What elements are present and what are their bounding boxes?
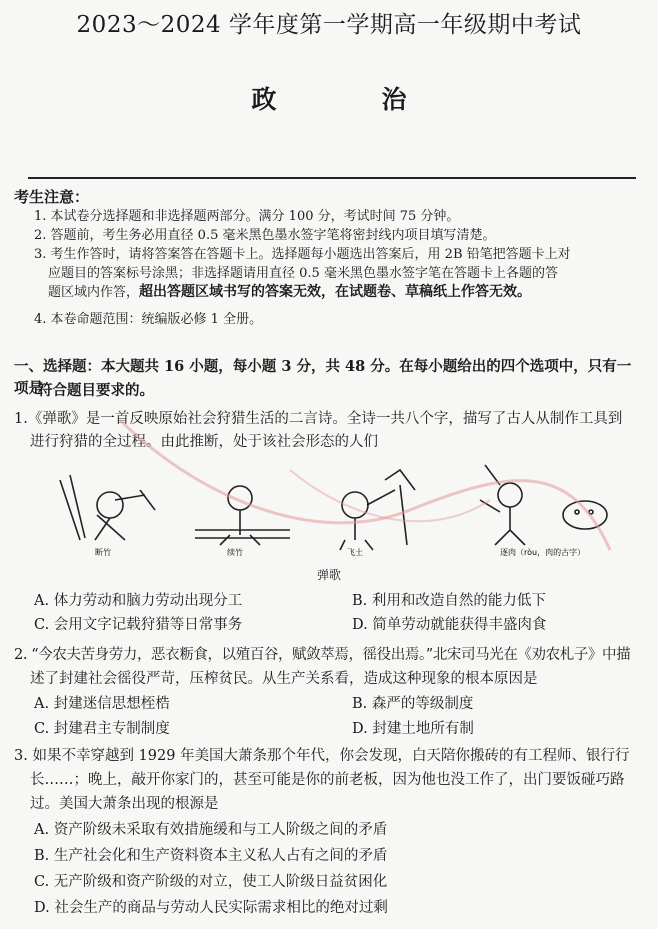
notice-item-3-last — [48, 283, 638, 302]
section-heading-line2: 符合题目要求的。 — [38, 382, 154, 399]
notice-emphasis: 超出答题区域书写的答案无效，在试题卷、草稿纸上作答无效。 — [139, 284, 532, 300]
q3-option-d: D. 社会生产的商品与劳动人民实际需求相比的绝对过剩 — [34, 900, 388, 916]
q1-option-d: D. 简单劳动就能获得丰盛肉食 — [352, 617, 547, 633]
notice-item-3: 3. 考生作答时，请将答案答在答题卡上。选择题每小题选出答案后，用 2B 铅笔把答题卡上对 — [34, 247, 571, 262]
notice-item-1: 1. 本试卷分选择题和非选择题两部分。满分 100 分，考试时间 75 分钟。 — [34, 209, 460, 224]
fig-label-3: 飞土 — [347, 548, 363, 557]
exam-subject: 政 治 — [251, 85, 447, 114]
q1-stem-line1: 1.《弹歌》是一首反映原始社会狩猎生活的二言诗。全诗一共八个字，描写了古人从制作工具到 — [14, 411, 623, 427]
q2-option-a: A. 封建迷信思想桎梏 — [34, 696, 170, 712]
q2-stem-line2: 述了封建社会徭役严苛，压榨贫民。从生产关系看，造成这种现象的根本原因是 — [30, 671, 538, 687]
fig-label-4: 逐肉（ròu，肉的古字） — [500, 548, 586, 557]
q3-stem-line3: 过。美国大萧条出现的根源是 — [30, 796, 219, 812]
q2-option-c: C. 封建君主专制制度 — [34, 721, 170, 737]
header-divider — [28, 177, 636, 179]
q1-option-c: C. 会用文字记载狩猎等日常事务 — [34, 617, 243, 633]
notice-item-4: 4. 本卷命题范围：统编版必修 1 全册。 — [34, 312, 263, 327]
exam-title: 2023～2024 学年度第一学期高一年级期中考试 — [76, 12, 582, 38]
notice-item-3-tail: 题区域内作答， — [48, 285, 140, 300]
q2-option-b: B. 森严的等级制度 — [352, 696, 474, 712]
q3-option-b: B. 生产社会化和生产资料资本主义私人占有之间的矛盾 — [34, 848, 388, 864]
notice-item-2: 2. 答题前，考生务必用直径 0.5 毫米黑色墨水签字笔将密封线内项目填写清楚。 — [34, 228, 496, 243]
q3-stem-line2: 长……；晚上，敲开你家门的，甚至可能是你的前老板，因为他也没工作了，出门要饭碰巧路 — [30, 772, 625, 788]
notice-item-3-cont: 应题目的答案标号涂黑；非选择题请用直径 0.5 毫米黑色墨水签字笔在答题卡上各题的答 — [48, 266, 558, 281]
fig-label-2: 续竹 — [227, 548, 243, 557]
section-heading-line1: 一、选择题：本大题共 16 小题，每小题 3 分，共 48 分。在每小题给出的四个选项中，只有一项是 — [14, 358, 632, 397]
notice-heading: 考生注意： — [14, 188, 90, 206]
q1-option-a: A. 体力劳动和脑力劳动出现分工 — [34, 593, 243, 609]
fig-label-1: 断竹 — [95, 548, 111, 557]
watermark-stamp — [110, 400, 630, 570]
q2-option-d: D. 封建土地所有制 — [352, 721, 474, 737]
q3-option-a: A. 资产阶级未采取有效措施缓和与工人阶级之间的矛盾 — [34, 822, 388, 838]
q2-stem-line1: 2. “今农夫苦身劳力，恶衣粝食，以殖百谷，赋敛萃焉，徭役出焉。”北宋司马光在《劝农札子》中描 — [14, 647, 631, 663]
q1-stem-line2: 进行狩猎的全过程。由此推断，处于该社会形态的人们 — [30, 434, 378, 450]
q3-option-c: C. 无产阶级和资产阶级的对立，使工人阶级日益贫困化 — [34, 874, 388, 890]
q1-option-b: B. 利用和改造自然的能力低下 — [352, 593, 546, 609]
q3-stem-line1: 3. 如果不幸穿越到 1929 年美国大萧条那个年代，你会发现，白天陪你搬砖的有工程师、银行行 — [14, 748, 630, 764]
figure-caption: 弹歌 — [316, 568, 341, 582]
